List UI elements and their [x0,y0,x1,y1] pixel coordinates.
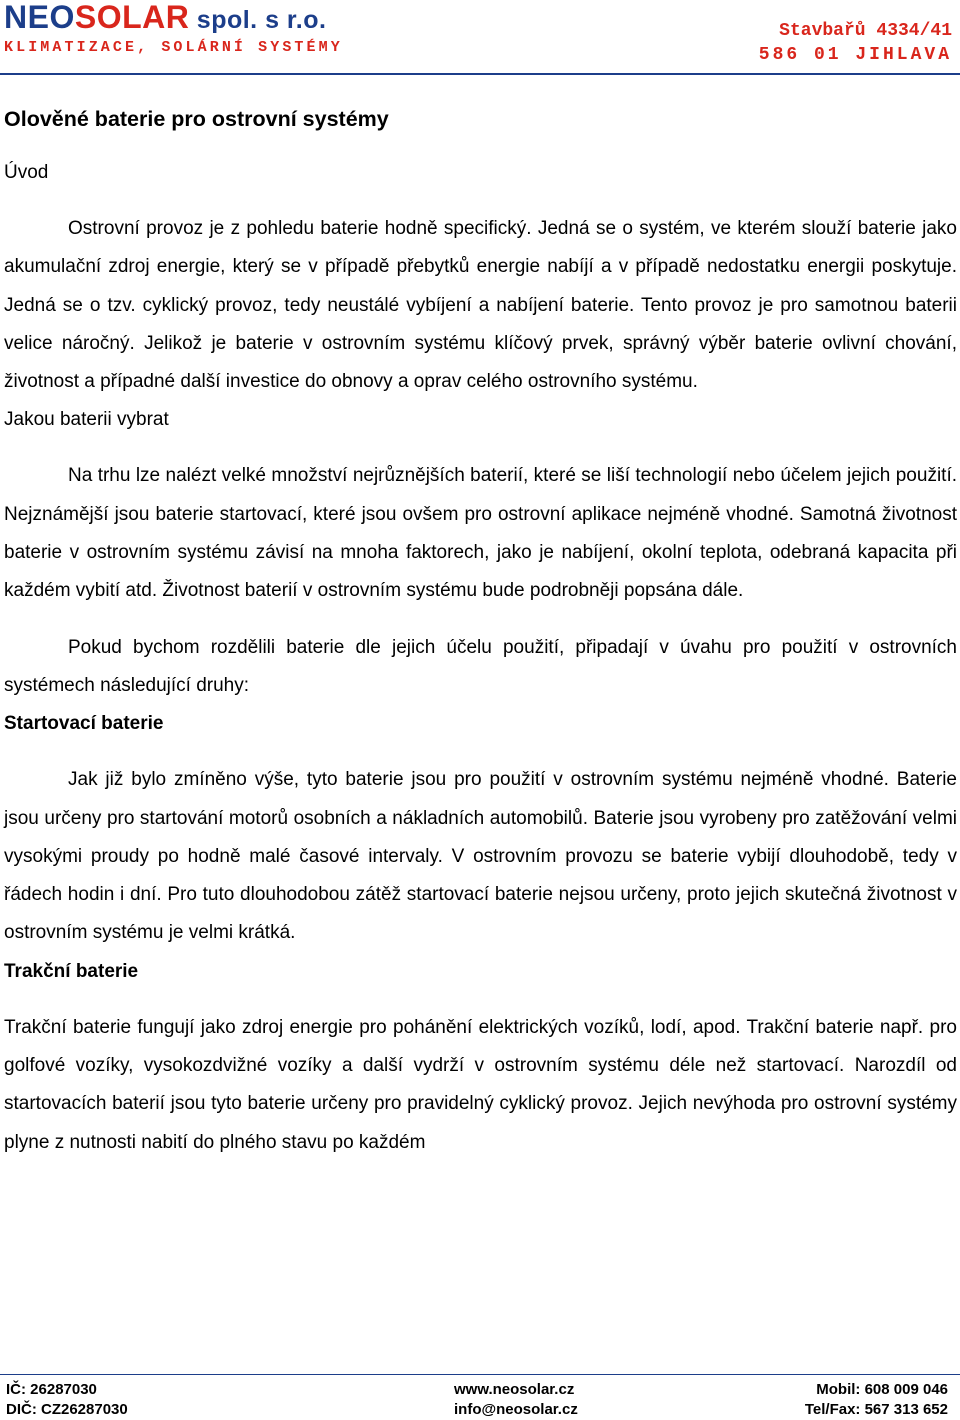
footer-website-link[interactable]: www.neosolar.cz [454,1381,575,1398]
choose-paragraph-2: Pokud bychom rozdělili baterie dle jejich účelu použití, připadají v úvahu pro použití v ostrovních systémech následující druhy: [4,636,957,696]
choose-paragraph-1: Na trhu lze nalézt velké množství nejrůznějších baterií, které se liší technologií nebo účelem jejich použití. Nejznámější jsou baterie startovací, které jsou ovšem pro ostrovní aplikace nejméně vhodné. Samotná životnost baterie v ostrovním systému závisí na mnoha faktorech, jako je nabíjení, okolní teplota, odebraná kapacita při každém vybití atd. Životnost baterií v ostrovním systému bude podrobněji popsána dále. [4,465,957,602]
starter-paragraph: Jak již bylo zmíněno výše, tyto baterie jsou pro použití v ostrovním systému nejméně vhodné. Baterie jsou určeny pro startování motorů osobních a nákladních automobilů. Baterie jsou vyrobeny pro zatěžování velmi vysokými proudy po hodně malé časové intervaly. V ostrovním provozu se baterie vybijí dlouhodobě, tedy v řádech hodin i dní. Pro tuto dlouhodobou zátěž startovací baterie nejsou určeny, proto jejich skutečná životnost v ostrovním systému je velmi krátká. [4,769,957,944]
section-heading-traction: Trakční baterie [4,960,139,982]
traction-paragraph: Trakční baterie fungují jako zdroj energie pro pohánění elektrických vozíků, lodí, apod. Trakční baterie např. pro golfové vozíky, vysokozdvižné vozíky a další vydrží v ostrovním systému déle než startovací. Narozdíl od startovacích baterií jsou tyto baterie určeny pro pravidelný cyklický provoz. Jejich nevýhoda pro ostrovní systémy plyne z nutnosti nabití do plného stavu po každém [4,1016,957,1153]
section-heading-intro: Úvod [4,162,49,183]
company-tagline: KLIMATIZACE, SOLÁRNÍ SYSTÉMY [4,39,343,56]
document-body [4,96,957,1162]
footer-ico: IČ: 26287030 [6,1381,97,1398]
footer-telfax: Tel/Fax: 567 313 652 [804,1401,948,1418]
footer-web-contacts [454,1380,578,1420]
logo-part-suffix: spol. s r.o. [189,6,327,34]
address-city: 586 01 JIHLAVA [758,45,952,65]
logo-part-neo: NEO [4,0,75,35]
section-heading-choose: Jakou baterii vybrat [4,409,169,431]
letterhead [0,0,960,72]
company-logo [4,0,343,57]
header-divider [0,73,960,75]
address-street: Stavbařů 4334/41 [779,21,952,41]
section-heading-starter: Startovací baterie [4,713,164,735]
logo-part-solar: SOLAR [74,0,190,35]
footer-dic: DIČ: CZ26287030 [6,1401,128,1418]
intro-paragraph: Ostrovní provoz je z pohledu baterie hodně specifický. Jedná se o systém, ve kterém slouží baterie jako akumulační zdroj energie, který se v případě přebytků energie nabíjí a v případě nedostatku energii poskytuje. Jedná se o tzv. cyklický provoz, tedy neustálé vybíjení a nabíjení baterie. Tento provoz je pro samotnou baterii velice náročný. Jelikož je baterie v ostrovním systému klíčový prvek, správný výběr baterie ovlivní chování, životnost a případné další investice do obnovy a oprav celého ostrovního systému. [4,218,957,393]
footer-phones [805,1380,948,1420]
company-name [4,0,343,37]
footer-divider [0,1374,960,1375]
company-address [759,19,952,67]
footer-email-link[interactable]: info@neosolar.cz [454,1401,578,1418]
footer-ids [6,1380,128,1420]
document-title: Olověné baterie pro ostrovní systémy [4,107,389,131]
footer [0,1380,960,1419]
footer-mobile: Mobil: 608 009 046 [816,1381,948,1398]
